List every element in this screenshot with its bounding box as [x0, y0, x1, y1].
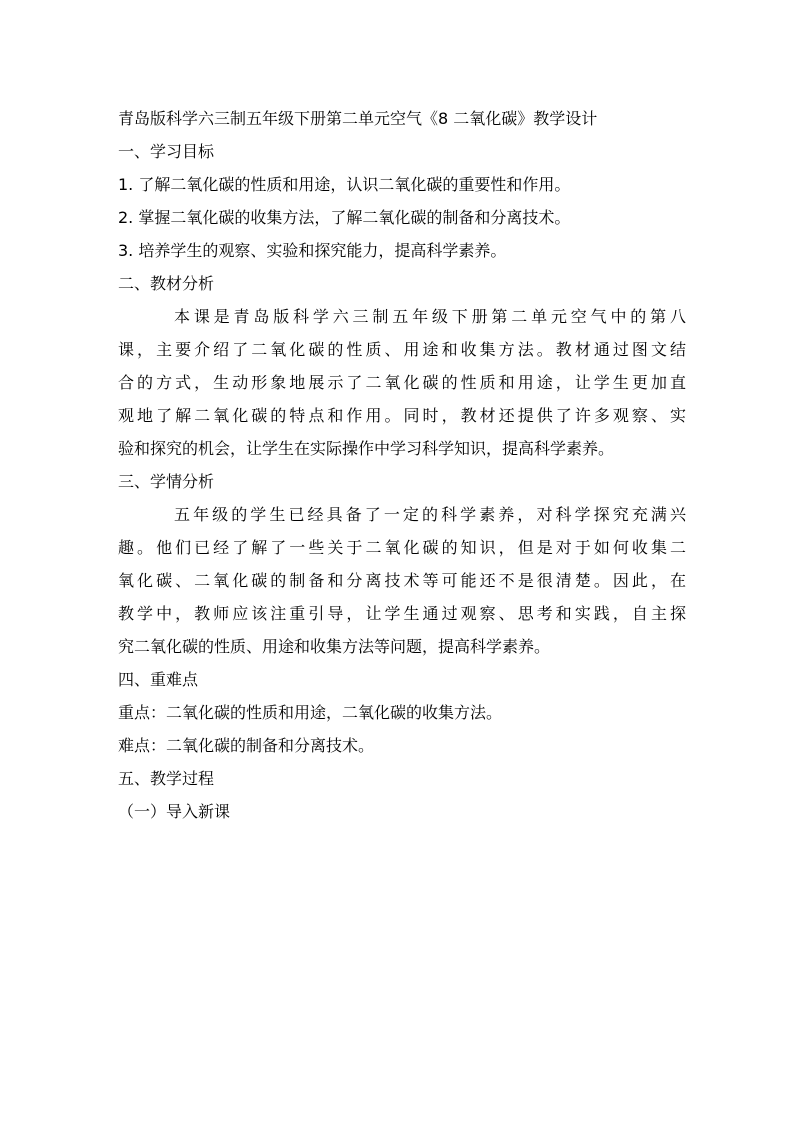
section-heading-objectives: 一、学习目标: [118, 142, 215, 161]
objective-item-2: 2. 掌握二氧化碳的收集方法，了解二氧化碳的制备和分离技术。: [118, 208, 571, 227]
student-analysis-line-5: 究二氧化碳的性质、用途和收集方法等问题，提高科学素养。: [118, 637, 551, 656]
section-heading-student-analysis: 三、学情分析: [118, 472, 215, 491]
document-title: 青岛版科学六三制五年级下册第二单元空气《8 二氧化碳》教学设计: [118, 109, 598, 128]
textbook-analysis-line-3: 合的方式，生动形象地展示了二氧化碳的性质和用途，让学生更加直: [118, 373, 686, 392]
student-analysis-line-3: 氧化碳、二氧化碳的制备和分离技术等可能还不是很清楚。因此，在: [118, 571, 686, 590]
section-heading-key-points: 四、重难点: [118, 670, 199, 689]
student-analysis-line-2: 趣。他们已经了解了一些关于二氧化碳的知识，但是对于如何收集二: [118, 538, 686, 557]
objective-item-3: 3. 培养学生的观察、实验和探究能力，提高科学素养。: [118, 241, 507, 260]
textbook-analysis-line-1: 本课是青岛版科学六三制五年级下册第二单元空气中的第八: [174, 307, 686, 326]
student-analysis-line-1: 五年级的学生已经具备了一定的科学素养，对科学探究充满兴: [174, 505, 686, 524]
textbook-analysis-line-5: 验和探究的机会，让学生在实际操作中学习科学知识，提高科学素养。: [118, 439, 615, 458]
document-body: [118, 102, 686, 828]
student-analysis-line-4: 教学中，教师应该注重引导，让学生通过观察、思考和实践，自主探: [118, 604, 686, 623]
textbook-analysis-line-2: 课，主要介绍了二氧化碳的性质、用途和收集方法。教材通过图文结: [118, 340, 686, 359]
section-heading-teaching-process: 五、教学过程: [118, 769, 215, 788]
textbook-analysis-line-4: 观地了解二氧化碳的特点和作用。同时，教材还提供了许多观察、实: [118, 406, 686, 425]
key-point-text: 重点：二氧化碳的性质和用途，二氧化碳的收集方法。: [118, 703, 503, 722]
difficult-point-text: 难点：二氧化碳的制备和分离技术。: [118, 736, 375, 755]
subsection-heading-introduction: （一）导入新课: [118, 802, 231, 821]
section-heading-textbook-analysis: 二、教材分析: [118, 274, 215, 293]
objective-item-1: 1. 了解二氧化碳的性质和用途，认识二氧化碳的重要性和作用。: [118, 175, 571, 194]
